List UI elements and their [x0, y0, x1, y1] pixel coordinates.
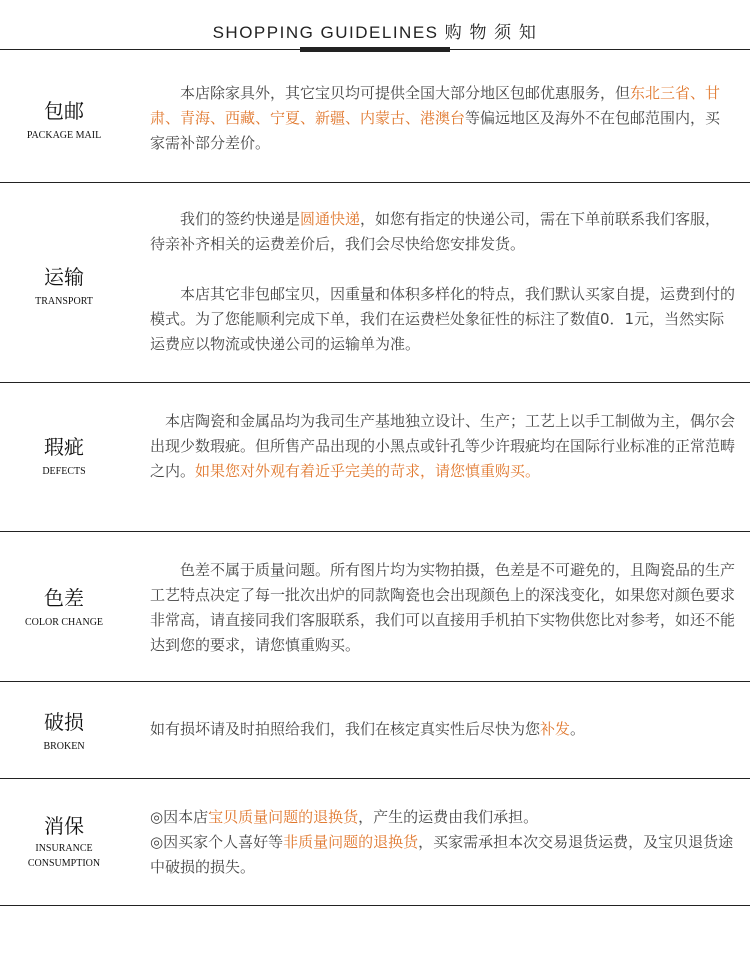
color-change-text: [150, 558, 735, 658]
label-cn: 消保: [44, 814, 84, 838]
text-segment: ◎因买家个人喜好等: [150, 833, 284, 851]
defects-text: [150, 409, 735, 484]
label-en: PACKAGE MAIL: [26, 130, 102, 141]
label-insurance: [0, 813, 128, 871]
insurance-line-2: [150, 830, 735, 880]
label-en-line-1: INSURANCE: [35, 843, 93, 854]
highlight-nonquality-return: 非质量问题的退换货: [283, 833, 419, 851]
label-broken: [0, 709, 128, 755]
insurance-line-1: [150, 805, 735, 830]
text-segment: 本店除家具外，其它宝贝均可提供全国大部分地区包邮优惠服务，但: [150, 84, 631, 102]
highlight-reship: 补发: [540, 720, 571, 738]
page-title: SHOPPING GUIDELINES 购 物 须 知: [212, 23, 538, 42]
transport-text: [150, 207, 735, 357]
color-change-paragraph: 色差不属于质量问题。所有图片均为实物拍摄，色差是不可避免的，且陶瓷品的生产工艺特点决定了每一批次出炉的同款陶瓷也会出现颜色上的深浅变化，如果您对颜色要求非常高，请直接同我们客服联系，我们可以直接用手机拍下实物供您比对参考，如还不能达到您的要求，请您慎重购买。: [150, 561, 736, 654]
text-segment: ◎因本店: [150, 808, 209, 826]
label-en: BROKEN: [43, 741, 85, 752]
text-segment: 。: [570, 720, 586, 738]
transport-paragraph-2: 本店其它非包邮宝贝，因重量和体积多样化的特点，我们默认买家自提，运费到付的模式。为了您能顺利完成下单，我们在运费栏处象征性的标注了数值0．1元，当然实际运费应以物流或快递公司的运输单为准。: [150, 285, 736, 353]
label-en: [0, 841, 128, 871]
header-accent-bar: [300, 47, 450, 52]
label-en: TRANSPORT: [35, 296, 93, 307]
section-divider: [0, 778, 750, 779]
text-segment: ，产生的运费由我们承担。: [358, 808, 539, 826]
label-cn: 瑕疵: [44, 435, 84, 459]
broken-text: [150, 717, 735, 742]
label-en-line-2: CONSUMPTION: [27, 858, 101, 869]
label-color-change: [0, 585, 128, 631]
section-divider: [0, 681, 750, 682]
text-segment: ，如您有指定的快递公司，需在下单前联系我们客服，待亲补齐相关的运费差价后，我们会尽快给您安排发货。: [150, 210, 721, 253]
label-transport: [0, 264, 128, 310]
label-cn: 运输: [44, 265, 84, 289]
highlight-regions: 东北三省、甘肃、青海、西藏、宁夏、新疆、内蒙古、港澳台: [150, 84, 721, 127]
text-segment: 等偏远地区及海外不在包邮范围内，买家需补部分差价。: [150, 109, 721, 152]
label-defects: [0, 434, 128, 480]
highlight-courier: 圆通快递: [300, 210, 361, 228]
text-segment: 我们的签约快递是: [150, 210, 301, 228]
page-header: [0, 0, 750, 52]
label-package-mail: [0, 98, 128, 144]
section-divider: [0, 382, 750, 383]
highlight-quality-return: 宝贝质量问题的退换货: [208, 808, 359, 826]
insurance-text: [150, 805, 735, 880]
label-cn: 破损: [44, 710, 84, 734]
text-segment: ，买家需承担本次交易退货运费，及宝贝退货途中破损的损失。: [150, 833, 734, 876]
label-cn: 色差: [44, 586, 84, 610]
label-en: COLOR CHANGE: [24, 617, 104, 628]
text-segment: 如有损坏请及时拍照给我们，我们在核定真实性后尽快为您: [150, 720, 541, 738]
label-en: DEFECTS: [42, 466, 86, 477]
section-divider: [0, 905, 750, 906]
highlight-warning: 如果您对外观有着近乎完美的苛求，请您慎重购买。: [195, 462, 541, 480]
section-divider: [0, 182, 750, 183]
package-mail-text: [150, 81, 735, 156]
section-divider: [0, 531, 750, 532]
label-cn: 包邮: [44, 99, 84, 123]
text-segment: 本店陶瓷和金属品均为我司生产基地独立设计、生产；工艺上以手工制做为主，偶尔会出现少数瑕疵。但所售产品出现的小黑点或针孔等少许瑕疵均在国际行业标准的正常范畴之内。: [150, 412, 736, 480]
